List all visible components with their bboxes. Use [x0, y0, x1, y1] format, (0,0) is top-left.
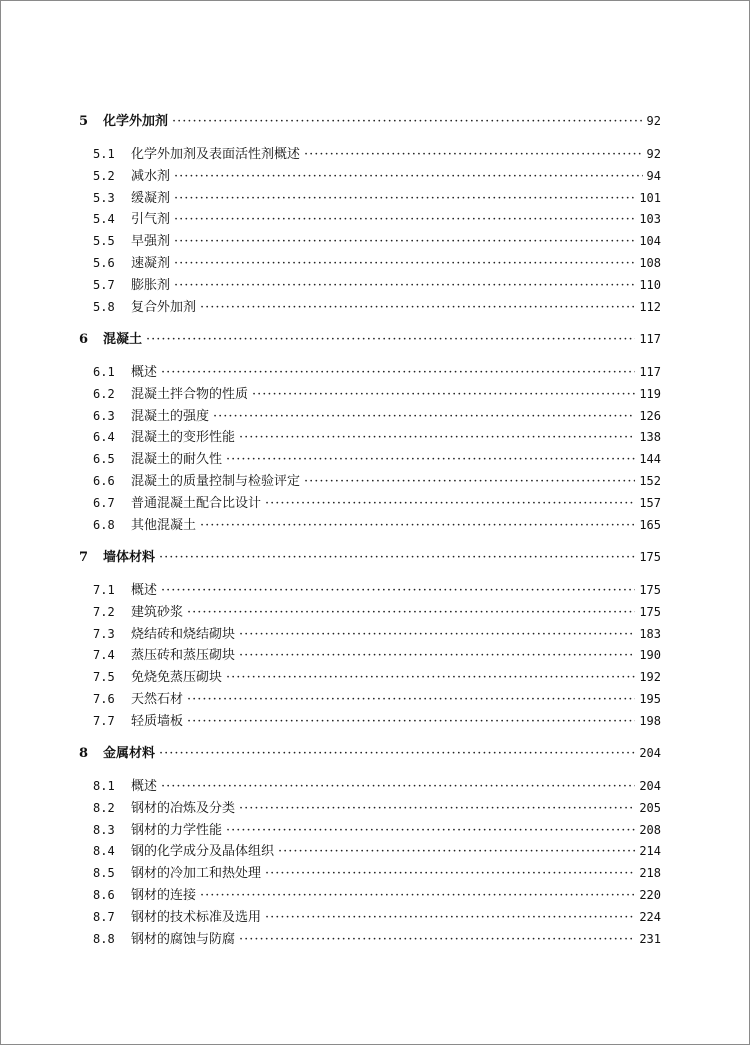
toc-section-entry — [93, 362, 661, 382]
toc-entry-number: 6.2 — [93, 387, 115, 401]
toc-chapter-entry — [79, 329, 661, 349]
toc-entry-page-number: 110 — [639, 278, 661, 292]
toc-entry-title: 其他混凝土 — [131, 518, 197, 533]
toc-entry-page-number: 195 — [639, 692, 661, 706]
toc-section-entry — [93, 907, 661, 927]
dot-leader — [161, 363, 635, 383]
toc-entry-title: 钢的化学成分及晶体组织 — [131, 844, 275, 859]
toc-section-entry — [93, 384, 661, 404]
toc-entry-page-number: 175 — [639, 605, 661, 619]
toc-entry-page-number: 103 — [639, 212, 661, 226]
toc-entry-page-number: 94 — [646, 169, 661, 183]
toc-entry-title: 化学外加剂及表面活性剂概述 — [131, 147, 301, 162]
toc-entry-number: 7.7 — [93, 714, 115, 728]
toc-entry-page-number: 208 — [639, 823, 661, 837]
toc-chapter-entry — [79, 743, 661, 763]
dot-leader — [174, 254, 635, 274]
toc-entry-number: 7.5 — [93, 670, 115, 684]
toc-entry-title: 烧结砖和烧结砌块 — [131, 627, 236, 642]
toc-section-entry — [93, 188, 661, 208]
toc-entry-title: 免烧免蒸压砌块 — [131, 670, 223, 685]
toc-entry-page-number: 157 — [639, 496, 661, 510]
toc-entry-page-number: 138 — [639, 430, 661, 444]
toc-entry-page-number: 204 — [639, 779, 661, 793]
toc-entry-page-number: 175 — [639, 550, 661, 564]
dot-leader — [200, 298, 635, 318]
dot-leader — [174, 276, 635, 296]
toc-entry-number: 6.5 — [93, 452, 115, 466]
toc-entry-page-number: 92 — [646, 147, 661, 161]
toc-section-entry — [93, 820, 661, 840]
toc-entry-title: 金属材料 — [103, 746, 156, 761]
toc-section-entry — [93, 885, 661, 905]
toc-entry-page-number: 101 — [639, 191, 661, 205]
toc-entry-number: 5.4 — [93, 212, 115, 226]
toc-entry-number: 7 — [79, 550, 89, 565]
toc-entry-page-number: 126 — [639, 409, 661, 423]
toc-entry-title: 混凝土的强度 — [131, 409, 210, 424]
toc-section-entry — [93, 602, 661, 622]
toc-entry-title: 膨胀剂 — [131, 278, 171, 293]
toc-entry-title: 缓凝剂 — [131, 191, 171, 206]
toc-entry-number: 7.1 — [93, 583, 115, 597]
toc-section-entry — [93, 841, 661, 861]
toc-entry-title: 普通混凝土配合比设计 — [131, 496, 262, 511]
toc-chapter-entry — [79, 547, 661, 567]
toc-entry-number: 7.6 — [93, 692, 115, 706]
dot-leader — [226, 450, 635, 470]
toc-section-entry — [93, 689, 661, 709]
toc-entry-title: 蒸压砖和蒸压砌块 — [131, 648, 236, 663]
dot-leader — [161, 777, 635, 797]
toc-entry-title: 建筑砂浆 — [131, 605, 184, 620]
dot-leader — [239, 646, 635, 666]
toc-entry-page-number: 152 — [639, 474, 661, 488]
toc-entry-number: 6.3 — [93, 409, 115, 423]
toc-entry-number: 6.6 — [93, 474, 115, 488]
toc-entry-number: 8.5 — [93, 866, 115, 880]
dot-leader — [174, 189, 635, 209]
toc-section-entry — [93, 515, 661, 535]
toc-entry-number: 7.4 — [93, 648, 115, 662]
toc-section-entry — [93, 231, 661, 251]
toc-entry-title: 概述 — [131, 779, 158, 794]
toc-section-entry — [93, 776, 661, 796]
toc-entry-number: 8.1 — [93, 779, 115, 793]
toc-entry-number: 6.1 — [93, 365, 115, 379]
toc-section-entry — [93, 667, 661, 687]
toc-section-entry — [93, 144, 661, 164]
dot-leader — [304, 145, 643, 165]
toc-entry-page-number: 165 — [639, 518, 661, 532]
toc-entry-number: 5.6 — [93, 256, 115, 270]
toc-entry-number: 8.2 — [93, 801, 115, 815]
toc-entry-title: 天然石材 — [131, 692, 184, 707]
toc-entry-page-number: 218 — [639, 866, 661, 880]
toc-entry-page-number: 108 — [639, 256, 661, 270]
toc-entry-title: 钢材的连接 — [131, 888, 197, 903]
toc-section-entry — [93, 580, 661, 600]
toc-entry-page-number: 144 — [639, 452, 661, 466]
toc-entry-page-number: 198 — [639, 714, 661, 728]
toc-entry-title: 钢材的技术标准及选用 — [131, 910, 262, 925]
toc-entry-title: 减水剂 — [131, 169, 171, 184]
toc-entry-title: 化学外加剂 — [103, 114, 169, 129]
toc-section-entry — [93, 297, 661, 317]
toc-section-entry — [93, 166, 661, 186]
dot-leader — [265, 494, 635, 514]
toc-entry-page-number: 104 — [639, 234, 661, 248]
toc-entry-title: 复合外加剂 — [131, 300, 197, 315]
toc-entry-page-number: 214 — [639, 844, 661, 858]
toc-section-entry — [93, 449, 661, 469]
toc-entry-page-number: 205 — [639, 801, 661, 815]
toc-entry-number: 8.7 — [93, 910, 115, 924]
toc-section-entry — [93, 275, 661, 295]
toc-entry-number: 5.2 — [93, 169, 115, 183]
dot-leader — [200, 886, 635, 906]
toc-entry-page-number: 117 — [639, 332, 661, 346]
toc-entry-page-number: 220 — [639, 888, 661, 902]
toc-section-entry — [93, 929, 661, 949]
dot-leader — [174, 167, 643, 187]
toc-section-entry — [93, 863, 661, 883]
toc-entry-title: 混凝土的耐久性 — [131, 452, 223, 467]
dot-leader — [226, 821, 635, 841]
dot-leader — [265, 864, 635, 884]
toc-entry-number: 6.7 — [93, 496, 115, 510]
toc-entry-title: 轻质墙板 — [131, 714, 184, 729]
toc-entry-page-number: 175 — [639, 583, 661, 597]
dot-leader — [159, 744, 635, 764]
dot-leader — [226, 668, 635, 688]
toc-chapter-entry — [79, 111, 661, 131]
toc-entry-title: 速凝剂 — [131, 256, 171, 271]
toc-section-entry — [93, 711, 661, 731]
toc-entry-number: 5.3 — [93, 191, 115, 205]
toc-entry-number: 6.8 — [93, 518, 115, 532]
dot-leader — [146, 330, 635, 350]
toc-entry-page-number: 204 — [639, 746, 661, 760]
toc-entry-number: 7.2 — [93, 605, 115, 619]
dot-leader — [239, 799, 635, 819]
toc-section-entry — [93, 253, 661, 273]
toc-entry-title: 钢材的腐蚀与防腐 — [131, 932, 236, 947]
toc-entry-page-number: 119 — [639, 387, 661, 401]
toc-entry-page-number: 92 — [646, 114, 661, 128]
dot-leader — [252, 385, 635, 405]
toc-entry-number: 5.5 — [93, 234, 115, 248]
toc-entry-number: 6.4 — [93, 430, 115, 444]
toc-section-entry — [93, 209, 661, 229]
dot-leader — [200, 516, 635, 536]
toc-entry-title: 概述 — [131, 365, 158, 380]
dot-leader — [187, 690, 635, 710]
toc-entry-title: 引气剂 — [131, 212, 171, 227]
toc-entry-title: 墙体材料 — [103, 550, 156, 565]
toc-entry-title: 钢材的冷加工和热处理 — [131, 866, 262, 881]
toc-entry-page-number: 224 — [639, 910, 661, 924]
toc-entry-page-number: 117 — [639, 365, 661, 379]
dot-leader — [278, 842, 635, 862]
toc-entry-title: 混凝土拌合物的性质 — [131, 387, 249, 402]
dot-leader — [239, 930, 635, 950]
dot-leader — [239, 625, 635, 645]
toc-entry-title: 概述 — [131, 583, 158, 598]
toc-entry-number: 5.7 — [93, 278, 115, 292]
toc-entry-title: 混凝土的变形性能 — [131, 430, 236, 445]
toc-section-entry — [93, 645, 661, 665]
toc-entry-number: 8.4 — [93, 844, 115, 858]
toc-entry-title: 早强剂 — [131, 234, 171, 249]
toc-entry-number: 8 — [79, 746, 89, 761]
toc-entry-page-number: 183 — [639, 627, 661, 641]
toc-entry-title: 钢材的冶炼及分类 — [131, 801, 236, 816]
dot-leader — [174, 210, 635, 230]
dot-leader — [187, 712, 635, 732]
toc-entry-number: 5 — [79, 114, 89, 129]
dot-leader — [174, 232, 635, 252]
dot-leader — [265, 908, 635, 928]
toc-section-entry — [93, 798, 661, 818]
toc-entry-number: 8.3 — [93, 823, 115, 837]
toc-entry-number: 6 — [79, 332, 89, 347]
toc-entry-page-number: 231 — [639, 932, 661, 946]
toc-section-entry — [93, 493, 661, 513]
dot-leader — [239, 428, 635, 448]
toc-entry-page-number: 192 — [639, 670, 661, 684]
dot-leader — [213, 407, 635, 427]
toc-entry-title: 钢材的力学性能 — [131, 823, 223, 838]
toc-section-entry — [93, 624, 661, 644]
dot-leader — [159, 548, 635, 568]
dot-leader — [187, 603, 635, 623]
toc-entry-title: 混凝土的质量控制与检验评定 — [131, 474, 301, 489]
toc-entry-number: 5.1 — [93, 147, 115, 161]
toc-entry-number: 8.8 — [93, 932, 115, 946]
dot-leader — [304, 472, 635, 492]
toc-entry-number: 7.3 — [93, 627, 115, 641]
toc-entry-page-number: 190 — [639, 648, 661, 662]
toc-entry-number: 8.6 — [93, 888, 115, 902]
toc-entry-number: 5.8 — [93, 300, 115, 314]
toc-section-entry — [93, 471, 661, 491]
dot-leader — [172, 112, 643, 132]
toc-entry-title: 混凝土 — [103, 332, 143, 347]
toc-entry-page-number: 112 — [639, 300, 661, 314]
dot-leader — [161, 581, 635, 601]
toc-section-entry — [93, 406, 661, 426]
toc-section-entry — [93, 427, 661, 447]
